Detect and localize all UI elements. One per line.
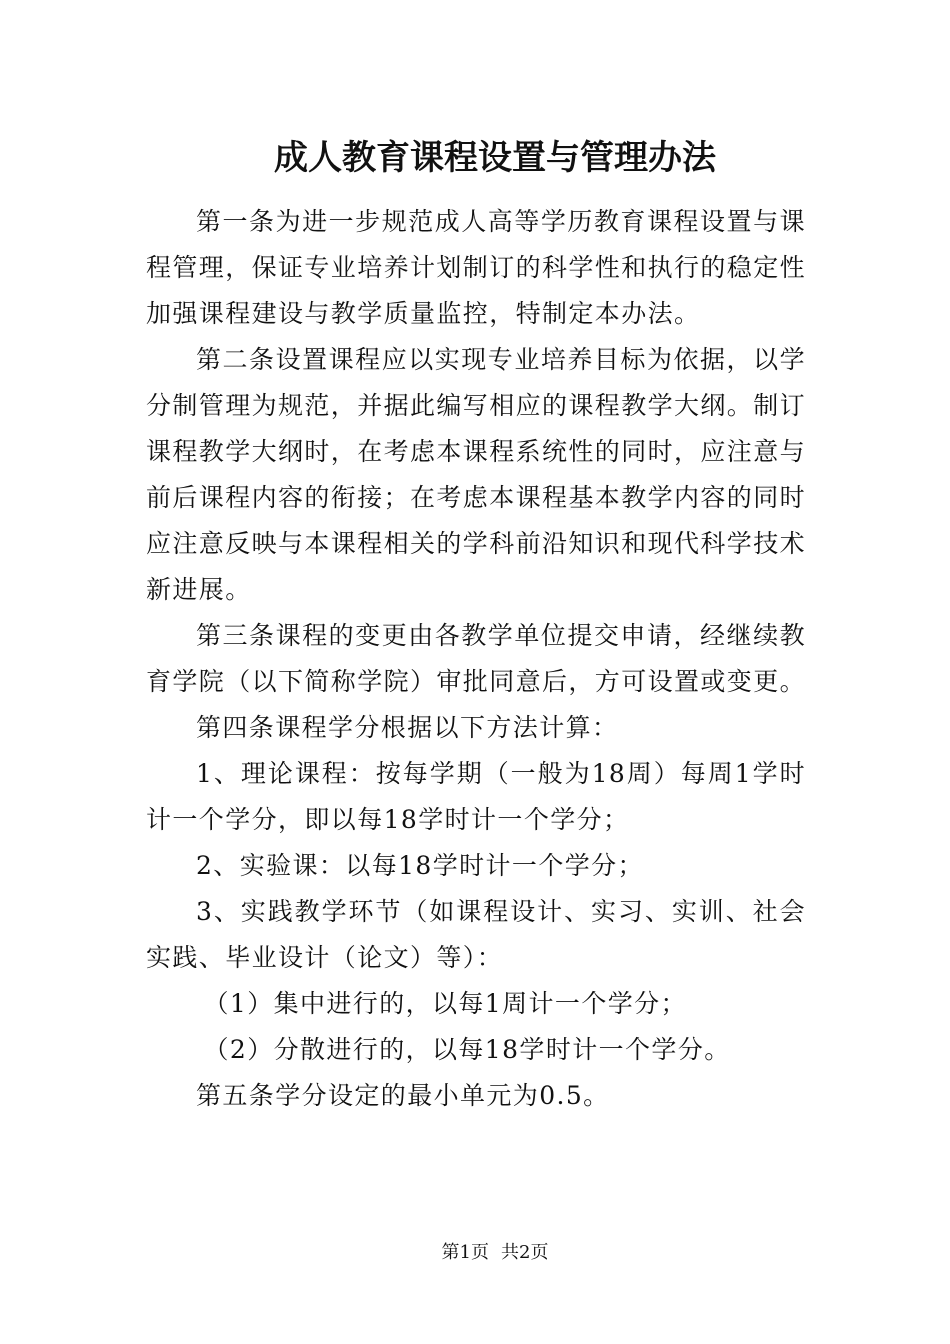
credit-rule-practice-distributed: （2）分散进行的，以每18学时计一个学分。	[203, 1035, 731, 1064]
credit-rule-practice: 3、实践教学环节（如课程设计、实习、实训、社会实践、毕业设计（论文）等）：	[146, 897, 806, 972]
article-1-paragraph: 第一条为进一步规范成人高等学历教育课程设置与课程管理，保证专业培养计划制订的科学性和执行的稳定性加强课程建设与教学质量监控，特制定本办法。	[146, 207, 807, 328]
article-2-paragraph: 第二条设置课程应以实现专业培养目标为依据，以学分制管理为规范，并据此编写相应的课程教学大纲。制订课程教学大纲时，在考虑本课程系统性的同时，应注意与前后课程内容的衔接；在考虑本课程基本教学内容的同时应注意反映与本课程相关的学科前沿知识和现代科学技术新进展。	[146, 345, 807, 604]
article-5-paragraph: 第五条学分设定的最小单元为0.5。	[196, 1081, 610, 1110]
page-footer	[0, 1240, 950, 1266]
credit-rule-theory: 1、理论课程：按每学期（一般为18周）每周1学时计一个学分，即以每18学时计一个学分；	[146, 759, 806, 834]
article-4-paragraph: 第四条课程学分根据以下方法计算：	[196, 713, 619, 742]
credit-rule-practice-concentrated: （1）集中进行的，以每1周计一个学分；	[203, 989, 687, 1018]
document-title: 成人教育课程设置与管理办法	[274, 138, 716, 178]
article-3-paragraph: 第三条课程的变更由各教学单位提交申请，经继续教育学院（以下简称学院）审批同意后，方可设置或变更。	[146, 621, 807, 696]
page-number: 第1页	[441, 1242, 489, 1263]
page-total: 共2页	[501, 1242, 549, 1263]
credit-rule-lab: 2、实验课：以每18学时计一个学分；	[196, 851, 644, 880]
document-body	[146, 199, 806, 1119]
